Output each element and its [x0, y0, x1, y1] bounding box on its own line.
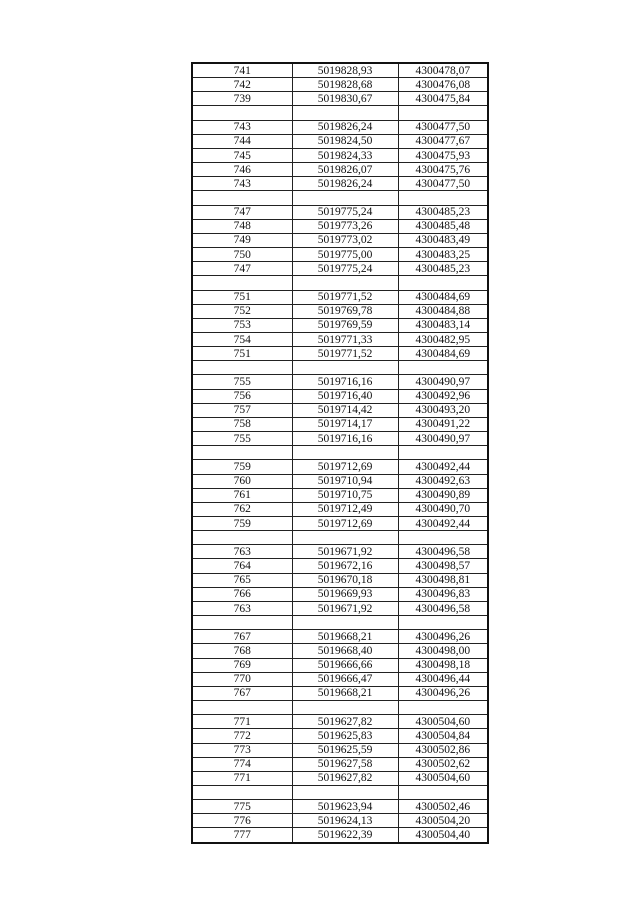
point-number-cell: 771 — [192, 771, 292, 785]
y-coordinate-cell: 4300496,58 — [398, 601, 488, 615]
x-coordinate-cell: 5019712,49 — [292, 502, 398, 516]
x-coordinate-cell: 5019623,94 — [292, 800, 398, 814]
x-coordinate-cell: 5019775,24 — [292, 205, 398, 219]
y-coordinate-cell — [398, 106, 488, 120]
x-coordinate-cell: 5019624,13 — [292, 814, 398, 828]
x-coordinate-cell: 5019775,24 — [292, 262, 398, 276]
y-coordinate-cell: 4300485,48 — [398, 219, 488, 233]
y-coordinate-cell: 4300477,50 — [398, 120, 488, 134]
y-coordinate-cell: 4300477,50 — [398, 177, 488, 191]
y-coordinate-cell — [398, 191, 488, 205]
y-coordinate-cell — [398, 701, 488, 715]
table-row — [192, 771, 488, 785]
x-coordinate-cell: 5019627,82 — [292, 715, 398, 729]
table-row-blank — [192, 276, 488, 290]
point-number-cell: 751 — [192, 290, 292, 304]
point-number-cell — [192, 701, 292, 715]
y-coordinate-cell: 4300482,95 — [398, 332, 488, 346]
y-coordinate-cell: 4300484,69 — [398, 347, 488, 361]
y-coordinate-cell: 4300492,44 — [398, 460, 488, 474]
x-coordinate-cell: 5019769,59 — [292, 318, 398, 332]
table-row — [192, 814, 488, 828]
y-coordinate-cell: 4300483,14 — [398, 318, 488, 332]
point-number-cell: 747 — [192, 262, 292, 276]
table-row — [192, 757, 488, 771]
y-coordinate-cell: 4300496,58 — [398, 545, 488, 559]
table-row — [192, 630, 488, 644]
y-coordinate-cell: 4300476,08 — [398, 78, 488, 92]
table-row — [192, 262, 488, 276]
x-coordinate-cell — [292, 106, 398, 120]
y-coordinate-cell: 4300498,00 — [398, 644, 488, 658]
point-number-cell: 760 — [192, 474, 292, 488]
x-coordinate-cell: 5019826,24 — [292, 120, 398, 134]
table-row — [192, 92, 488, 106]
table-row — [192, 318, 488, 332]
x-coordinate-cell: 5019716,40 — [292, 389, 398, 403]
y-coordinate-cell: 4300483,49 — [398, 233, 488, 247]
point-number-cell: 762 — [192, 502, 292, 516]
y-coordinate-cell: 4300484,88 — [398, 304, 488, 318]
table-row — [192, 304, 488, 318]
y-coordinate-cell: 4300493,20 — [398, 403, 488, 417]
x-coordinate-cell: 5019828,93 — [292, 63, 398, 78]
table-row — [192, 332, 488, 346]
x-coordinate-cell: 5019773,26 — [292, 219, 398, 233]
table-row — [192, 205, 488, 219]
y-coordinate-cell: 4300485,23 — [398, 262, 488, 276]
y-coordinate-cell — [398, 616, 488, 630]
x-coordinate-cell: 5019672,16 — [292, 559, 398, 573]
x-coordinate-cell: 5019769,78 — [292, 304, 398, 318]
point-number-cell: 764 — [192, 559, 292, 573]
y-coordinate-cell: 4300475,93 — [398, 148, 488, 162]
y-coordinate-cell: 4300498,81 — [398, 573, 488, 587]
x-coordinate-cell: 5019826,24 — [292, 177, 398, 191]
x-coordinate-cell: 5019826,07 — [292, 163, 398, 177]
y-coordinate-cell: 4300492,44 — [398, 517, 488, 531]
y-coordinate-cell: 4300504,20 — [398, 814, 488, 828]
point-number-cell: 771 — [192, 715, 292, 729]
table-row — [192, 219, 488, 233]
point-number-cell: 750 — [192, 248, 292, 262]
point-number-cell: 751 — [192, 347, 292, 361]
table-row — [192, 743, 488, 757]
table-row — [192, 502, 488, 516]
table-row-blank — [192, 531, 488, 545]
table-row-blank — [192, 785, 488, 799]
x-coordinate-cell — [292, 276, 398, 290]
y-coordinate-cell: 4300496,26 — [398, 630, 488, 644]
table-row-blank — [192, 361, 488, 375]
x-coordinate-cell: 5019625,59 — [292, 743, 398, 757]
point-number-cell: 748 — [192, 219, 292, 233]
x-coordinate-cell: 5019668,40 — [292, 644, 398, 658]
x-coordinate-cell: 5019668,21 — [292, 630, 398, 644]
x-coordinate-cell: 5019666,66 — [292, 658, 398, 672]
coordinates-table-body — [192, 63, 488, 843]
x-coordinate-cell: 5019627,58 — [292, 757, 398, 771]
x-coordinate-cell: 5019771,52 — [292, 290, 398, 304]
table-row — [192, 389, 488, 403]
x-coordinate-cell: 5019716,16 — [292, 432, 398, 446]
y-coordinate-cell: 4300502,62 — [398, 757, 488, 771]
coordinates-table — [191, 62, 489, 844]
x-coordinate-cell: 5019669,93 — [292, 587, 398, 601]
point-number-cell: 772 — [192, 729, 292, 743]
x-coordinate-cell — [292, 531, 398, 545]
point-number-cell: 746 — [192, 163, 292, 177]
point-number-cell — [192, 616, 292, 630]
table-row — [192, 148, 488, 162]
y-coordinate-cell: 4300504,60 — [398, 771, 488, 785]
point-number-cell: 754 — [192, 332, 292, 346]
point-number-cell: 775 — [192, 800, 292, 814]
point-number-cell: 761 — [192, 488, 292, 502]
table-row — [192, 672, 488, 686]
point-number-cell: 742 — [192, 78, 292, 92]
table-row — [192, 686, 488, 700]
x-coordinate-cell: 5019668,21 — [292, 686, 398, 700]
table-row — [192, 715, 488, 729]
point-number-cell: 767 — [192, 686, 292, 700]
table-row — [192, 375, 488, 389]
x-coordinate-cell: 5019714,42 — [292, 403, 398, 417]
y-coordinate-cell: 4300484,69 — [398, 290, 488, 304]
y-coordinate-cell: 4300492,96 — [398, 389, 488, 403]
table-row — [192, 177, 488, 191]
table-row — [192, 587, 488, 601]
table-row — [192, 474, 488, 488]
x-coordinate-cell — [292, 361, 398, 375]
table-row — [192, 573, 488, 587]
table-row — [192, 417, 488, 431]
point-number-cell: 755 — [192, 375, 292, 389]
point-number-cell: 776 — [192, 814, 292, 828]
y-coordinate-cell: 4300477,67 — [398, 134, 488, 148]
x-coordinate-cell — [292, 191, 398, 205]
table-row — [192, 63, 488, 78]
x-coordinate-cell: 5019775,00 — [292, 248, 398, 262]
x-coordinate-cell: 5019670,18 — [292, 573, 398, 587]
table-row — [192, 644, 488, 658]
point-number-cell: 743 — [192, 120, 292, 134]
point-number-cell: 749 — [192, 233, 292, 247]
x-coordinate-cell: 5019710,94 — [292, 474, 398, 488]
table-row — [192, 800, 488, 814]
table-row — [192, 78, 488, 92]
point-number-cell: 773 — [192, 743, 292, 757]
x-coordinate-cell: 5019824,33 — [292, 148, 398, 162]
table-row — [192, 432, 488, 446]
point-number-cell: 765 — [192, 573, 292, 587]
x-coordinate-cell: 5019771,33 — [292, 332, 398, 346]
table-row — [192, 163, 488, 177]
x-coordinate-cell — [292, 785, 398, 799]
point-number-cell: 744 — [192, 134, 292, 148]
point-number-cell: 756 — [192, 389, 292, 403]
point-number-cell — [192, 276, 292, 290]
point-number-cell: 759 — [192, 517, 292, 531]
point-number-cell: 739 — [192, 92, 292, 106]
table-row-blank — [192, 106, 488, 120]
point-number-cell — [192, 361, 292, 375]
x-coordinate-cell: 5019666,47 — [292, 672, 398, 686]
y-coordinate-cell: 4300490,70 — [398, 502, 488, 516]
point-number-cell: 747 — [192, 205, 292, 219]
y-coordinate-cell: 4300502,86 — [398, 743, 488, 757]
y-coordinate-cell: 4300475,84 — [398, 92, 488, 106]
y-coordinate-cell: 4300502,46 — [398, 800, 488, 814]
x-coordinate-cell — [292, 446, 398, 460]
x-coordinate-cell: 5019671,92 — [292, 601, 398, 615]
point-number-cell: 769 — [192, 658, 292, 672]
table-row — [192, 120, 488, 134]
point-number-cell: 745 — [192, 148, 292, 162]
point-number-cell: 774 — [192, 757, 292, 771]
table-row — [192, 347, 488, 361]
table-row — [192, 559, 488, 573]
table-row — [192, 488, 488, 502]
table-row-blank — [192, 191, 488, 205]
y-coordinate-cell: 4300485,23 — [398, 205, 488, 219]
y-coordinate-cell: 4300504,40 — [398, 828, 488, 843]
x-coordinate-cell: 5019671,92 — [292, 545, 398, 559]
table-row — [192, 517, 488, 531]
table-row — [192, 828, 488, 843]
y-coordinate-cell: 4300504,84 — [398, 729, 488, 743]
x-coordinate-cell: 5019771,52 — [292, 347, 398, 361]
y-coordinate-cell: 4300498,18 — [398, 658, 488, 672]
y-coordinate-cell — [398, 361, 488, 375]
point-number-cell — [192, 106, 292, 120]
x-coordinate-cell: 5019625,83 — [292, 729, 398, 743]
y-coordinate-cell: 4300483,25 — [398, 248, 488, 262]
table-row — [192, 403, 488, 417]
point-number-cell: 752 — [192, 304, 292, 318]
point-number-cell — [192, 191, 292, 205]
point-number-cell: 770 — [192, 672, 292, 686]
y-coordinate-cell: 4300490,97 — [398, 432, 488, 446]
y-coordinate-cell: 4300490,97 — [398, 375, 488, 389]
x-coordinate-cell: 5019824,50 — [292, 134, 398, 148]
y-coordinate-cell: 4300475,76 — [398, 163, 488, 177]
table-row-blank — [192, 446, 488, 460]
x-coordinate-cell: 5019716,16 — [292, 375, 398, 389]
x-coordinate-cell: 5019714,17 — [292, 417, 398, 431]
point-number-cell — [192, 446, 292, 460]
point-number-cell: 767 — [192, 630, 292, 644]
x-coordinate-cell: 5019712,69 — [292, 460, 398, 474]
table-row-blank — [192, 616, 488, 630]
y-coordinate-cell — [398, 276, 488, 290]
point-number-cell: 759 — [192, 460, 292, 474]
point-number-cell: 766 — [192, 587, 292, 601]
table-row — [192, 290, 488, 304]
x-coordinate-cell: 5019773,02 — [292, 233, 398, 247]
x-coordinate-cell: 5019710,75 — [292, 488, 398, 502]
point-number-cell: 753 — [192, 318, 292, 332]
point-number-cell: 743 — [192, 177, 292, 191]
point-number-cell: 758 — [192, 417, 292, 431]
x-coordinate-cell: 5019830,67 — [292, 92, 398, 106]
y-coordinate-cell: 4300492,63 — [398, 474, 488, 488]
point-number-cell: 763 — [192, 545, 292, 559]
point-number-cell: 757 — [192, 403, 292, 417]
x-coordinate-cell — [292, 616, 398, 630]
x-coordinate-cell: 5019627,82 — [292, 771, 398, 785]
table-row — [192, 658, 488, 672]
y-coordinate-cell: 4300478,07 — [398, 63, 488, 78]
table-row — [192, 545, 488, 559]
table-row — [192, 248, 488, 262]
point-number-cell: 763 — [192, 601, 292, 615]
table-row — [192, 460, 488, 474]
y-coordinate-cell: 4300496,83 — [398, 587, 488, 601]
table-row — [192, 233, 488, 247]
y-coordinate-cell: 4300498,57 — [398, 559, 488, 573]
x-coordinate-cell — [292, 701, 398, 715]
table-row — [192, 134, 488, 148]
point-number-cell — [192, 531, 292, 545]
y-coordinate-cell: 4300490,89 — [398, 488, 488, 502]
point-number-cell: 741 — [192, 63, 292, 78]
y-coordinate-cell: 4300504,60 — [398, 715, 488, 729]
point-number-cell: 777 — [192, 828, 292, 843]
y-coordinate-cell — [398, 531, 488, 545]
y-coordinate-cell: 4300496,26 — [398, 686, 488, 700]
y-coordinate-cell: 4300496,44 — [398, 672, 488, 686]
x-coordinate-cell: 5019712,69 — [292, 517, 398, 531]
x-coordinate-cell: 5019622,39 — [292, 828, 398, 843]
table-row — [192, 729, 488, 743]
y-coordinate-cell: 4300491,22 — [398, 417, 488, 431]
point-number-cell — [192, 785, 292, 799]
point-number-cell: 755 — [192, 432, 292, 446]
table-row-blank — [192, 701, 488, 715]
point-number-cell: 768 — [192, 644, 292, 658]
table-row — [192, 601, 488, 615]
y-coordinate-cell — [398, 785, 488, 799]
x-coordinate-cell: 5019828,68 — [292, 78, 398, 92]
y-coordinate-cell — [398, 446, 488, 460]
